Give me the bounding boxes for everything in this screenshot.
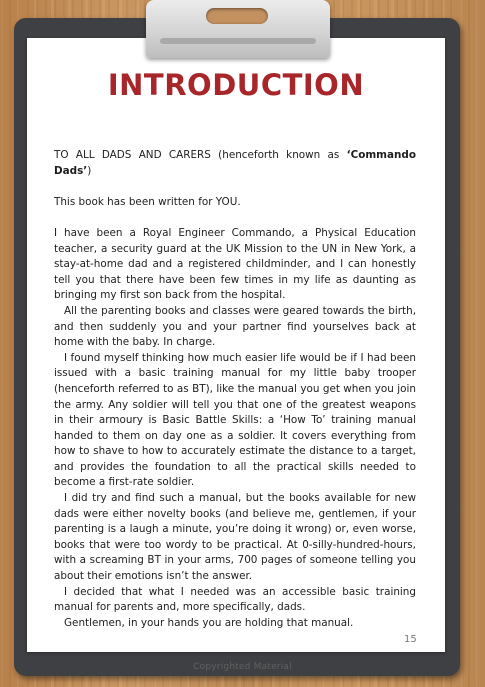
clip-hole [206,8,268,24]
page-title: INTRODUCTION [107,68,365,102]
salutation-bold: ‘Commando Dads’ [54,149,416,177]
paragraph: This book has been written for YOU. [54,195,241,208]
page-number: 15 [404,634,417,645]
paragraph: Gentlemen, in your hands you are holding that manual. [64,616,354,629]
salutation-text: TO ALL DADS AND CARERS (henceforth known as [54,149,347,161]
paragraph: I decided that what I needed was an accessible basic training manual for parents and, more specifically, dads. [54,585,416,614]
watermark-bottom: Copyrighted Material [193,662,292,672]
paragraph: I found myself thinking how much easier life would be if I had been issued with a basic training manual for my little baby trooper (henceforth referred to as BT), like the manual you get when you join the army. Any soldier will tell you that one of the greatest weapons in their armoury is Basic Battle Skills: a ‘How To’ training manual handed to them on day one as a soldier. It covers everything from how to shave to how to accurately estimate the distance to a target, and provides the foundation to all the practical skills needed to become a first-rate soldier. [54,351,416,489]
paragraph: I have been a Royal Engineer Commando, a Physical Education teacher, a security guard at the UK Mission to the UN in New York, a stay-at-home dad and a registered childminder, and I can honestly tell you that there have been few times in my life as daunting as bringing my first son back from the hospital. [54,226,416,302]
salutation-close: ) [87,164,92,177]
body-text [54,148,416,631]
paragraph: All the parenting books and classes were geared towards the birth, and then suddenly you and your partner find yourselves back at home with the baby. In charge. [54,304,416,349]
paragraph: I did try and find such a manual, but the books available for new dads were either novelty books (and believe me, gentlemen, if your parenting is a laugh a minute, you’re doing it wrong) or, even worse, books that were too wordy to be practical. At 0-silly-hundred-hours, with a screaming BT in your arms, 700 pages of someone telling you about their emotions isn’t the answer. [54,492,416,583]
salutation [54,148,416,179]
clip-bar [160,38,316,44]
